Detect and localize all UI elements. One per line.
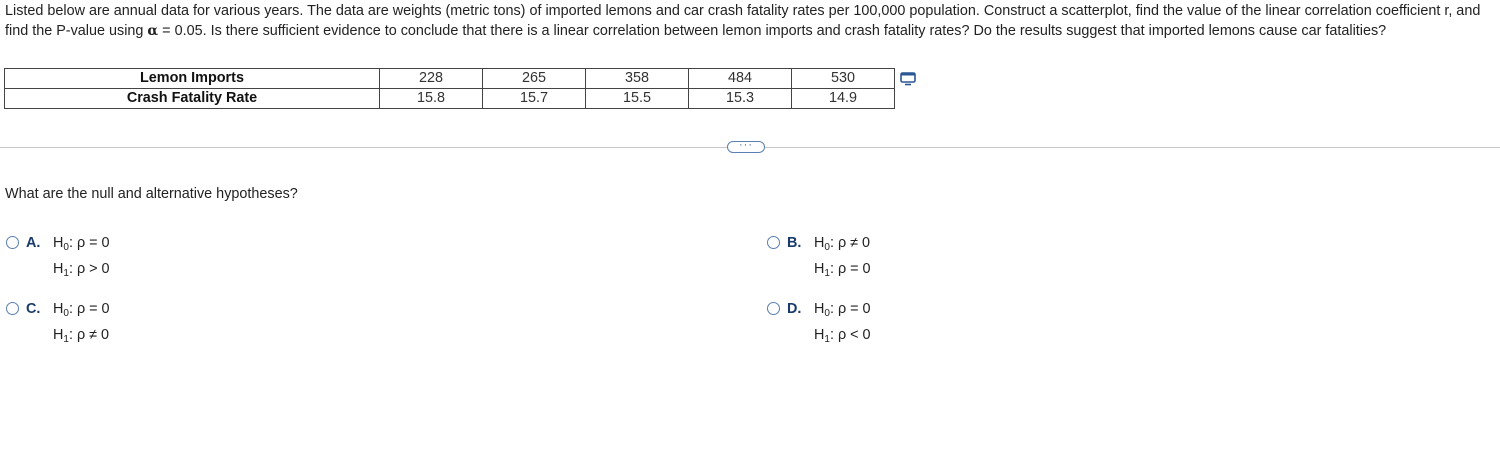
table-cell: 14.9 bbox=[792, 89, 895, 109]
radio-button-b[interactable] bbox=[767, 236, 780, 249]
table-cell: 15.5 bbox=[586, 89, 689, 109]
null-hypothesis: $H_0$: ρ = 0 bbox=[814, 301, 871, 319]
option-b[interactable] bbox=[767, 235, 907, 281]
null-hypothesis: $H_0$: ρ = 0 bbox=[53, 235, 110, 253]
option-letter: B. bbox=[787, 235, 802, 251]
alpha-symbol: α bbox=[147, 23, 159, 39]
radio-button-d[interactable] bbox=[767, 302, 780, 315]
row-label-crash-fatality-rate: Crash Fatality Rate bbox=[5, 89, 380, 109]
question-text bbox=[5, 1, 1495, 41]
question-text-part2: = 0.05. Is there sufficient evidence to conclude that there is a linear correlation between lemon imports and crash fatality rates? Do the results suggest that imported lemons cause car fatalities? bbox=[158, 23, 1387, 39]
table-row-lemon-imports bbox=[5, 69, 895, 89]
table-cell: 265 bbox=[483, 69, 586, 89]
option-a[interactable] bbox=[6, 235, 146, 281]
table-cell: 358 bbox=[586, 69, 689, 89]
null-hypothesis: $H_0$: ρ ≠ 0 bbox=[814, 235, 871, 253]
question-text-part1: Listed below are annual data for various years. The data are weights (metric tons) of imported lemons and car crash fatality rates per 100,000 population. Construct a scatterplot, find the value of the linear correlation coefficient r, and find the P-value using bbox=[5, 3, 1481, 39]
copy-data-icon bbox=[900, 72, 916, 86]
radio-button-a[interactable] bbox=[6, 236, 19, 249]
null-hypothesis: $H_0$: ρ = 0 bbox=[53, 301, 110, 319]
table-cell: 15.8 bbox=[380, 89, 483, 109]
option-c[interactable] bbox=[6, 301, 146, 347]
table-row-crash-fatality-rate bbox=[5, 89, 895, 109]
table-cell: 484 bbox=[689, 69, 792, 89]
data-table bbox=[4, 68, 895, 109]
option-d[interactable] bbox=[767, 301, 907, 347]
table-cell: 228 bbox=[380, 69, 483, 89]
option-letter: D. bbox=[787, 301, 802, 317]
hypotheses-prompt: What are the null and alternative hypotheses? bbox=[5, 186, 298, 202]
table-cell: 530 bbox=[792, 69, 895, 89]
option-letter: C. bbox=[26, 301, 41, 317]
copy-data-button[interactable] bbox=[900, 72, 916, 86]
alternative-hypothesis: $H_1$: ρ > 0 bbox=[53, 261, 110, 279]
alternative-hypothesis: $H_1$: ρ = 0 bbox=[814, 261, 871, 279]
option-letter: A. bbox=[26, 235, 41, 251]
expand-button[interactable]: ··· bbox=[727, 141, 765, 153]
radio-button-c[interactable] bbox=[6, 302, 19, 315]
alternative-hypothesis: $H_1$: ρ ≠ 0 bbox=[53, 327, 110, 345]
row-label-lemon-imports: Lemon Imports bbox=[5, 69, 380, 89]
alternative-hypothesis: $H_1$: ρ < 0 bbox=[814, 327, 871, 345]
table-cell: 15.7 bbox=[483, 89, 586, 109]
table-cell: 15.3 bbox=[689, 89, 792, 109]
